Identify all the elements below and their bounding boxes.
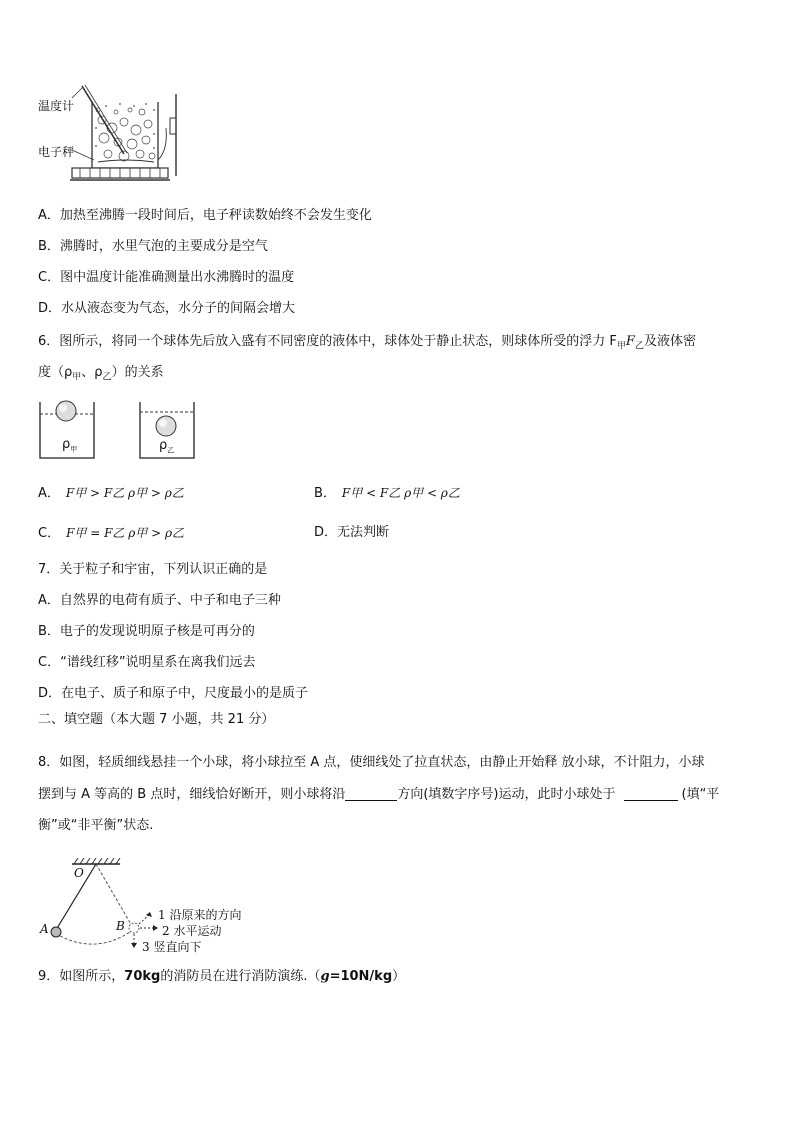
q8-stem-line2: 摆到与 A 等高的 B 点时，细线恰好断开，则小球将沿 方向(填数字序号)运动，此时小球处于 (填“平 [38,787,720,802]
q5-option-b[interactable] [38,238,268,256]
direction-1-label: 1 沿原来的方向 [158,908,242,922]
rho-jia-label: $\rho_甲$ [62,437,78,454]
option-letter: A． [38,593,60,608]
option-text: 无法判断 [337,525,390,540]
q7-stem: 7．关于粒子和宇宙，下列认识正确的是 [38,562,268,577]
option-text: 在电子、质子和原子中，尺度最小的是质子 [61,686,309,701]
point-o-label: O [74,866,84,880]
option-letter: A． [38,486,60,501]
q6-figure [36,396,206,462]
answer-blank-direction[interactable] [345,786,397,801]
answer-blank-state[interactable] [624,786,678,801]
rho-yi-label: $\rho_乙$ [159,438,175,455]
q6-stem-line1: 6．图所示，将同一个球体先后放入盛有不同密度的液体中，球体处于静止状态，则球体所受的浮力 $F_甲F_乙$及液体密 [38,334,696,352]
section-heading-fill-in: 二、填空题（本大题 7 小题，共 21 分） [38,712,275,727]
point-b-label: B [116,919,125,933]
q6-option-c[interactable] [38,524,184,543]
option-text: 水从液态变为气态，水分子的间隔会增大 [61,301,296,316]
q6-stem-line2: 度（$\rho_甲$、$\rho_乙$）的关系 [38,365,164,383]
q8-stem-line1: 8．如图，轻质细线悬挂一个小球，将小球拉至 A 点，使细线处了拉直状态，由静止开始释 放小球，不计阻力，小球 [38,755,705,770]
option-letter: D． [314,525,338,540]
direction-3-label: 3 竖直向下 [142,940,202,954]
q6-option-d[interactable] [314,524,389,542]
point-a-label: A [40,922,49,936]
option-text: 电子的发现说明原子核是可再分的 [59,624,255,639]
q9-stem: 9．如图所示，70kg的消防员在进行消防演练.（g=10N/kg） [38,969,406,984]
q7-option-a[interactable] [38,592,281,610]
q7-option-c[interactable] [38,654,256,672]
option-letter: C． [38,526,61,541]
option-text: 自然界的电荷有质子、中子和电子三种 [59,593,281,608]
option-letter: C． [38,270,61,285]
option-formula: F甲 = F乙 ρ甲 > ρ乙 [66,526,185,540]
q8-stem-line3: 衡”或“非平衡”状态. [38,818,154,833]
option-letter: D． [38,301,62,316]
option-letter: A． [38,208,60,223]
option-text: 图中温度计能准确测量出水沸腾时的温度 [60,270,295,285]
q5-option-a[interactable] [38,207,372,225]
pendulum-figure [38,858,278,958]
option-letter: B． [314,486,336,501]
q7-option-d[interactable] [38,685,308,703]
direction-2-label: 2 水平运动 [162,924,222,938]
q6-option-a[interactable] [38,484,184,503]
option-text: 加热至沸腾一段时间后，电子秤读数始终不会发生变化 [59,208,372,223]
option-text: “谱线红移”说明星系在离我们远去 [60,655,256,670]
scale-label: 电子秤 [38,145,75,159]
option-formula: F甲 < F乙 ρ甲 < ρ乙 [341,486,460,500]
q5-option-c[interactable] [38,269,294,287]
q7-option-b[interactable] [38,623,255,641]
option-formula: F甲 > F乙 ρ甲 > ρ乙 [65,486,184,500]
q5-option-d[interactable] [38,300,295,318]
thermometer-label: 温度计 [38,99,75,113]
option-text: 沸腾时，水里气泡的主要成分是空气 [59,239,268,254]
option-letter: B． [38,239,60,254]
option-letter: C． [38,655,61,670]
boiling-experiment-figure [36,80,186,190]
option-letter: B． [38,624,60,639]
q6-option-b[interactable] [314,484,460,503]
option-letter: D． [38,686,62,701]
